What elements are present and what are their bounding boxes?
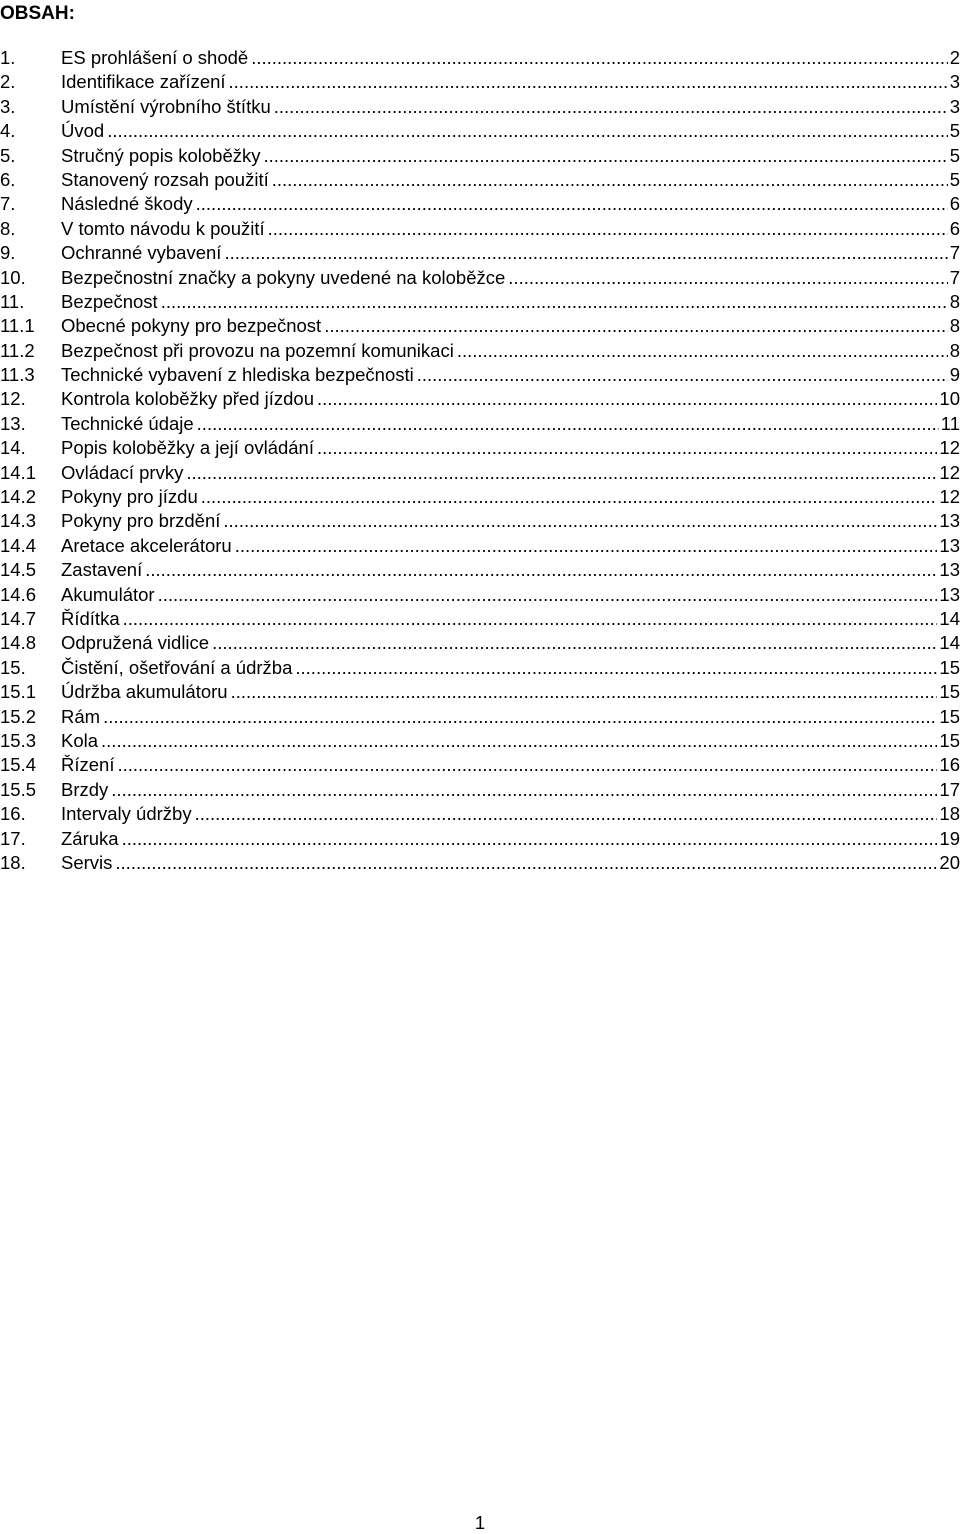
- toc-leader-dots: [272, 168, 948, 192]
- toc-entry-number: 2.: [0, 71, 16, 93]
- toc-entry-title: Ochranné vybavení: [61, 242, 222, 264]
- toc-leader-dots: [115, 851, 937, 875]
- page-number: 1: [474, 1512, 486, 1533]
- toc-entry-page: 6: [949, 217, 960, 239]
- toc-entry-page: 7: [949, 266, 960, 288]
- toc-entry-title: Bezpečnostní značky a pokyny uvedené na koloběžce: [61, 266, 506, 288]
- toc-entry-page: 9: [949, 364, 960, 386]
- toc-entry-number: 14.8: [0, 632, 37, 654]
- toc-entry-title: Technické vybavení z hlediska bezpečnosti: [61, 364, 414, 386]
- toc-entry-number: 14.1: [0, 461, 37, 483]
- toc-leader-dots: [158, 583, 938, 607]
- toc-entry[interactable]: [0, 753, 960, 777]
- toc-entry[interactable]: [0, 656, 960, 680]
- toc-leader-dots: [223, 509, 937, 533]
- toc-entry[interactable]: [0, 558, 960, 582]
- toc-leader-dots: [235, 534, 938, 558]
- toc-entry[interactable]: [0, 583, 960, 607]
- toc-entry-title: Popis koloběžky a její ovládání: [61, 437, 314, 459]
- toc-entry[interactable]: [0, 534, 960, 558]
- toc-entry-title: Obecné pokyny pro bezpečnost: [61, 315, 322, 337]
- toc-entry-page: 19: [939, 827, 960, 849]
- toc-entry-number: 14.: [0, 437, 26, 459]
- toc-entry-page: 17: [939, 778, 960, 800]
- toc-entry-number: 13.: [0, 412, 26, 434]
- toc-entry[interactable]: [0, 680, 960, 704]
- toc-entry-number: 14.4: [0, 534, 37, 556]
- toc-entry-number: 3.: [0, 95, 16, 117]
- toc-entry-title: Akumulátor: [61, 583, 155, 605]
- toc-entry[interactable]: [0, 363, 960, 387]
- toc-entry-page: 15: [939, 656, 960, 678]
- toc-entry[interactable]: [0, 387, 960, 411]
- toc-entry-page: 18: [939, 803, 960, 825]
- toc-leader-dots: [161, 290, 948, 314]
- toc-entry-number: 11.2: [0, 339, 35, 361]
- toc-entry-page: 14: [939, 632, 960, 654]
- toc-entry-page: 5: [949, 120, 960, 142]
- toc-leader-dots: [295, 656, 937, 680]
- toc-entry[interactable]: [0, 509, 960, 533]
- toc-entry[interactable]: [0, 729, 960, 753]
- toc-entry[interactable]: [0, 168, 960, 192]
- toc-entry-number: 11.: [0, 290, 25, 312]
- toc-entry-page: 15: [939, 681, 960, 703]
- toc-leader-dots: [123, 607, 938, 631]
- toc-entry-number: 5.: [0, 144, 16, 166]
- toc-entry-page: 14: [939, 607, 960, 629]
- toc-entry-number: 14.2: [0, 486, 37, 508]
- toc-entry-page: 16: [939, 754, 960, 776]
- toc-entry-number: 8.: [0, 217, 16, 239]
- toc-entry[interactable]: [0, 827, 960, 851]
- toc-entry-title: Rám: [61, 705, 101, 727]
- toc-leader-dots: [197, 412, 939, 436]
- toc-entry-number: 14.3: [0, 510, 37, 532]
- toc-entry-title: ES prohlášení o shodě: [61, 47, 249, 68]
- toc-leader-dots: [195, 802, 938, 826]
- toc-leader-dots: [274, 95, 948, 119]
- toc-leader-dots: [457, 339, 948, 363]
- toc-leader-dots: [251, 46, 948, 70]
- toc-entry[interactable]: [0, 778, 960, 802]
- toc-leader-dots: [122, 827, 938, 851]
- toc-leader-dots: [317, 387, 937, 411]
- toc-entry-title: Pokyny pro brzdění: [61, 510, 221, 532]
- toc-entry-title: Údržba akumulátoru: [61, 681, 228, 703]
- toc-entry-page: 8: [949, 339, 960, 361]
- toc-leader-dots: [101, 729, 937, 753]
- toc-entry-page: 12: [939, 461, 960, 483]
- toc-leader-dots: [111, 778, 937, 802]
- toc-entry[interactable]: [0, 241, 960, 265]
- toc-leader-dots: [264, 144, 948, 168]
- toc-entry-number: 14.6: [0, 583, 37, 605]
- toc-entry-number: 4.: [0, 120, 16, 142]
- toc-entry[interactable]: [0, 119, 960, 143]
- toc-entry-number: 15.1: [0, 681, 37, 703]
- toc-entry-page: 13: [939, 559, 960, 581]
- toc-leader-dots: [224, 241, 947, 265]
- toc-leader-dots: [229, 70, 948, 94]
- toc-entry[interactable]: [0, 192, 960, 216]
- toc-entry-number: 17.: [0, 827, 26, 849]
- toc-entry[interactable]: [0, 485, 960, 509]
- toc-entry-page: 2: [949, 47, 960, 68]
- toc-leader-dots: [186, 461, 937, 485]
- toc-leader-dots: [145, 558, 937, 582]
- toc-leader-dots: [417, 363, 948, 387]
- toc-entry-number: 15.2: [0, 705, 37, 727]
- toc-entry-title: Pokyny pro jízdu: [61, 486, 198, 508]
- toc-entry-title: Intervaly údržby: [61, 803, 192, 825]
- toc-entry-number: 1.: [0, 47, 16, 68]
- toc-entry-page: 7: [949, 242, 960, 264]
- toc-entry-number: 6.: [0, 168, 16, 190]
- toc-entry-title: Kontrola koloběžky před jízdou: [61, 388, 314, 410]
- toc-leader-dots: [324, 314, 948, 338]
- toc-entry[interactable]: [0, 95, 960, 119]
- toc-entry-title: Stanovený rozsah použití: [61, 168, 269, 190]
- toc-entry-title: Identifikace zařízení: [61, 71, 226, 93]
- toc-leader-dots: [268, 217, 948, 241]
- toc-heading: OBSAH:: [0, 3, 75, 24]
- toc-entry-number: 16.: [0, 803, 26, 825]
- toc-entry-page: 15: [939, 729, 960, 751]
- toc-entry-title: Řízení: [61, 754, 115, 776]
- toc-entry-number: 15.: [0, 656, 26, 678]
- toc-entry-title: Čistění, ošetřování a údržba: [61, 656, 293, 678]
- toc-leader-dots: [231, 680, 938, 704]
- toc-entry-page: 5: [949, 168, 960, 190]
- toc-entry-number: 9.: [0, 242, 16, 264]
- toc-entry[interactable]: [0, 436, 960, 460]
- toc-entry-page: 3: [949, 95, 960, 117]
- toc-entry-page: 13: [939, 583, 960, 605]
- toc-entry[interactable]: [0, 290, 960, 314]
- toc-entry-title: Technické údaje: [61, 412, 194, 434]
- toc-entry-page: 8: [949, 290, 960, 312]
- toc-leader-dots: [117, 753, 937, 777]
- toc-entry-number: 14.5: [0, 559, 37, 581]
- toc-entry[interactable]: [0, 412, 960, 436]
- toc-entry-page: 12: [939, 486, 960, 508]
- toc-entry-number: 10.: [0, 266, 26, 288]
- toc-entry-page: 20: [939, 851, 960, 873]
- toc-entry-number: 15.4: [0, 754, 37, 776]
- toc-leader-dots: [317, 436, 937, 460]
- toc-entry-title: Umístění výrobního štítku: [61, 95, 271, 117]
- toc-entry-title: Brzdy: [61, 778, 109, 800]
- toc-entry-number: 15.5: [0, 778, 37, 800]
- toc-leader-dots: [212, 631, 937, 655]
- toc-entry[interactable]: [0, 705, 960, 729]
- toc-entry-title: Řídítka: [61, 607, 120, 629]
- toc-entry-title: Stručný popis koloběžky: [61, 144, 261, 166]
- toc-entry-title: Bezpečnost při provozu na pozemní komunikaci: [61, 339, 454, 361]
- toc-entry-title: V tomto návodu k použití: [61, 217, 265, 239]
- toc-entry[interactable]: [0, 607, 960, 631]
- toc-entry-page: 13: [939, 534, 960, 556]
- toc-entry-title: Úvod: [61, 120, 105, 142]
- toc-entry-page: 5: [949, 144, 960, 166]
- toc-entry[interactable]: [0, 631, 960, 655]
- toc-leader-dots: [107, 119, 948, 143]
- toc-entry-number: 11.1: [0, 315, 35, 337]
- toc-leader-dots: [201, 485, 938, 509]
- toc-entry-title: Následné škody: [61, 193, 193, 215]
- toc-entry-page: 8: [949, 315, 960, 337]
- toc-entry-page: 10: [939, 388, 960, 410]
- toc-entry[interactable]: [0, 70, 960, 94]
- toc-entry-title: Bezpečnost: [61, 290, 158, 312]
- toc-entry[interactable]: [0, 266, 960, 290]
- toc-entry-number: 7.: [0, 193, 16, 215]
- toc-entry-page: 11: [940, 412, 960, 434]
- toc-entry-title: Servis: [61, 851, 113, 873]
- table-of-contents: [0, 46, 960, 875]
- toc-entry-page: 15: [939, 705, 960, 727]
- toc-entry-number: 11.3: [0, 364, 35, 386]
- toc-entry[interactable]: [0, 339, 960, 363]
- toc-entry[interactable]: [0, 851, 960, 875]
- toc-entry-title: Aretace akcelerátoru: [61, 534, 232, 556]
- toc-entry-title: Odpružená vidlice: [61, 632, 210, 654]
- toc-entry-number: 15.3: [0, 729, 37, 751]
- toc-entry[interactable]: [0, 217, 960, 241]
- toc-entry-page: 12: [939, 437, 960, 459]
- toc-entry[interactable]: [0, 46, 960, 70]
- toc-leader-dots: [103, 705, 937, 729]
- toc-entry-title: Kola: [61, 729, 99, 751]
- toc-entry-page: 3: [949, 71, 960, 93]
- toc-entry-title: Ovládací prvky: [61, 461, 184, 483]
- toc-leader-dots: [196, 192, 948, 216]
- toc-entry[interactable]: [0, 314, 960, 338]
- toc-entry-page: 6: [949, 193, 960, 215]
- toc-leader-dots: [508, 266, 947, 290]
- toc-entry-number: 18.: [0, 851, 26, 873]
- toc-entry-title: Záruka: [61, 827, 119, 849]
- toc-entry[interactable]: [0, 802, 960, 826]
- toc-entry-page: 13: [939, 510, 960, 532]
- toc-entry-number: 14.7: [0, 607, 37, 629]
- toc-entry[interactable]: [0, 144, 960, 168]
- toc-entry-title: Zastavení: [61, 559, 143, 581]
- toc-entry[interactable]: [0, 461, 960, 485]
- toc-entry-number: 12.: [0, 388, 26, 410]
